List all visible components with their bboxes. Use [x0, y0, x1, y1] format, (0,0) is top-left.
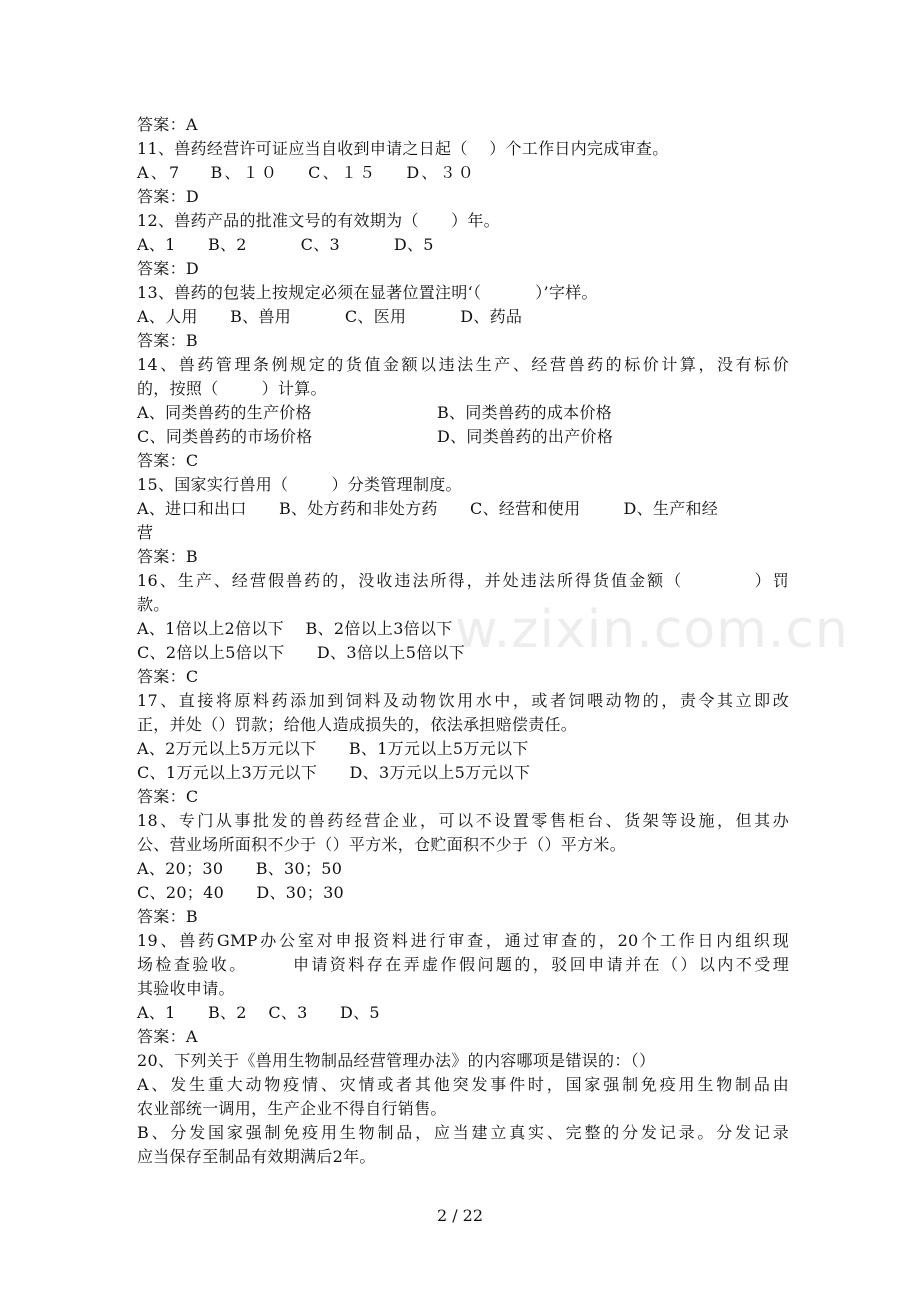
- options-18-ab: A、20；30 B、30；50: [137, 859, 343, 878]
- answer-line: 答案：A: [137, 1027, 198, 1046]
- question-13: 13、兽药的包装上按规定必须在显著位置注明‘（ ）’字样。: [137, 283, 598, 302]
- watermark: w.zixin.com.cn: [455, 600, 849, 660]
- option-20-b-cont: 应当保存至制品有效期满后2年。: [137, 1147, 376, 1166]
- answer-line: 答案：B: [137, 331, 198, 350]
- options-16-ab: A、1倍以上2倍以下 B、2倍以上3倍以下: [137, 619, 453, 638]
- question-12: 12、兽药产品的批准文号的有效期为（ ）年。: [137, 211, 500, 230]
- question-17-cont: 正，并处（）罚款；给他人造成损失的，依法承担赔偿责任。: [137, 715, 578, 734]
- options-13: A、人用 B、兽用 C、医用 D、药品: [137, 307, 523, 326]
- question-17: 17、直接将原料药添加到饲料及动物饮用水中，或者饲喂动物的，责令其立即改: [137, 691, 789, 710]
- answer-line: 答案：C: [137, 667, 199, 686]
- options-16-cd: C、2倍以上5倍以下 D、3倍以上5倍以下: [137, 643, 466, 662]
- question-16-cont: 款。: [137, 595, 170, 614]
- question-18: 18、专门从事批发的兽药经营企业，可以不设置零售柜台、货架等设施，但其办: [137, 811, 789, 830]
- options-12: A、1 B、2 C、3 D、5: [137, 235, 434, 254]
- answer-line: 答案：C: [137, 787, 199, 806]
- option-20-b: B、分发国家强制免疫用生物制品，应当建立真实、完整的分发记录。分发记录: [137, 1123, 789, 1142]
- option-20-a: A、发生重大动物疫情、灾情或者其他突发事件时，国家强制免疫用生物制品由: [137, 1075, 789, 1094]
- question-11: 11、兽药经营许可证应当自收到申请之日起（ ）个工作日内完成审查。: [137, 139, 669, 158]
- question-18-cont: 公、营业场所面积不少于（）平方米，仓贮面积不少于（）平方米。: [137, 835, 627, 854]
- options-18-cd: C、20；40 D、30；30: [137, 883, 345, 902]
- answer-line: 答案：D: [137, 187, 200, 206]
- answer-line: 答案：B: [137, 907, 198, 926]
- question-20: 20、下列关于《兽用生物制品经营管理办法》的内容哪项是错误的：（）: [137, 1051, 656, 1070]
- options-17-ab: A、2万元以上5万元以下 B、1万元以上5万元以下: [137, 739, 529, 758]
- question-19-cont2: 其验收申请。: [137, 979, 235, 998]
- answer-line: 答案：C: [137, 451, 199, 470]
- question-19: 19、兽药GMP办公室对申报资料进行审查，通过审查的，20个工作日内组织现: [137, 931, 789, 950]
- answer-line: 答案：A: [137, 115, 198, 134]
- options-15: A、进口和出口 B、处方药和非处方药 C、经营和使用 D、生产和经: [137, 499, 719, 518]
- answer-line: 答案：B: [137, 547, 198, 566]
- question-16: 16、生产、经营假兽药的，没收违法所得，并处违法所得货值金额（ ）罚: [137, 571, 789, 590]
- option-a: A、同类兽药的生产价格: [137, 403, 312, 422]
- question-14-cont: 的，按照（ ）计算。: [137, 379, 327, 398]
- option-20-a-cont: 农业部统一调用，生产企业不得自行销售。: [137, 1099, 447, 1118]
- answer-line: 答案：D: [137, 259, 200, 278]
- options-11: A、7 B、１０ C、１５ D、３０: [137, 163, 476, 182]
- question-15: 15、国家实行兽用（ ）分类管理制度。: [137, 475, 462, 494]
- option-c: C、同类兽药的市场价格: [137, 427, 313, 446]
- options-15-cont: 营: [137, 523, 154, 542]
- option-b: B、同类兽药的成本价格: [437, 403, 613, 422]
- options-17-cd: C、1万元以上3万元以下 D、3万元以上5万元以下: [137, 763, 531, 782]
- question-14: 14、兽药管理条例规定的货值金额以违法生产、经营兽药的标价计算，没有标价: [137, 355, 789, 374]
- page-number: 2 / 22: [436, 1206, 484, 1225]
- option-d: D、同类兽药的出产价格: [437, 427, 614, 446]
- question-19-cont: 场检查验收。 申请资料存在弄虚作假问题的，驳回申请并在（）以内不受理: [137, 955, 789, 974]
- options-19: A、1 B、2 C、3 D、5: [137, 1003, 380, 1022]
